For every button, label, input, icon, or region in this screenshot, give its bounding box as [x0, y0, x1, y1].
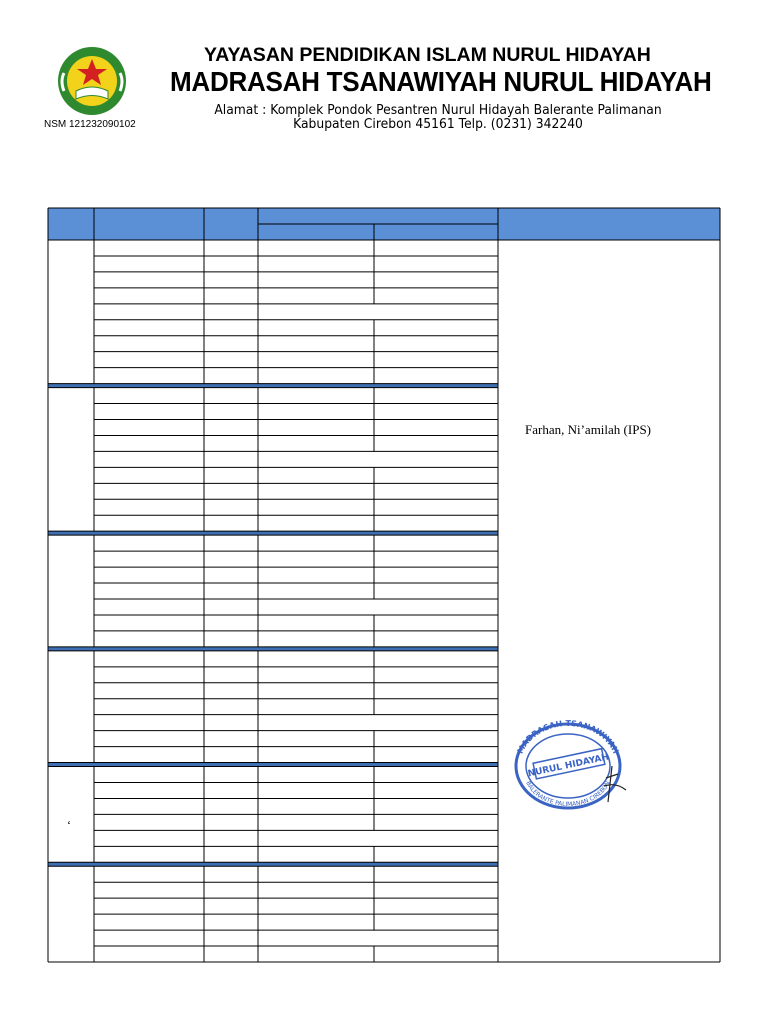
stray-mark: ‘ — [67, 818, 71, 832]
block-divider — [48, 647, 498, 651]
official-stamp — [508, 716, 630, 812]
nsm-number: NSM 121232090102 — [44, 119, 136, 130]
foundation-name: YAYASAN PENDIDIKAN ISLAM NURUL HIDAYAH — [204, 44, 651, 66]
block-divider — [48, 531, 498, 535]
block-divider — [48, 763, 498, 767]
address-line-1: Alamat : Komplek Pondok Pesantren Nurul Hidayah Balerante Palimanan — [214, 103, 662, 118]
block-divider — [48, 862, 498, 866]
block-divider — [48, 384, 498, 388]
stamp-center-text: NURUL HIDAYAH — [526, 752, 610, 780]
school-name: MADRASAH TSANAWIYAH NURUL HIDAYAH — [170, 66, 712, 97]
stamp-ring-text: MADRASAH TSANAWIYAH — [515, 718, 621, 756]
notes-text: Farhan, Ni’amilah (IPS) — [525, 422, 652, 437]
address-line-2: Kabupaten Cirebon 45161 Telp. (0231) 342240 — [293, 117, 583, 132]
stamp-bottom-text: BALERANTE PALIMANAN CIREBON — [524, 780, 612, 809]
